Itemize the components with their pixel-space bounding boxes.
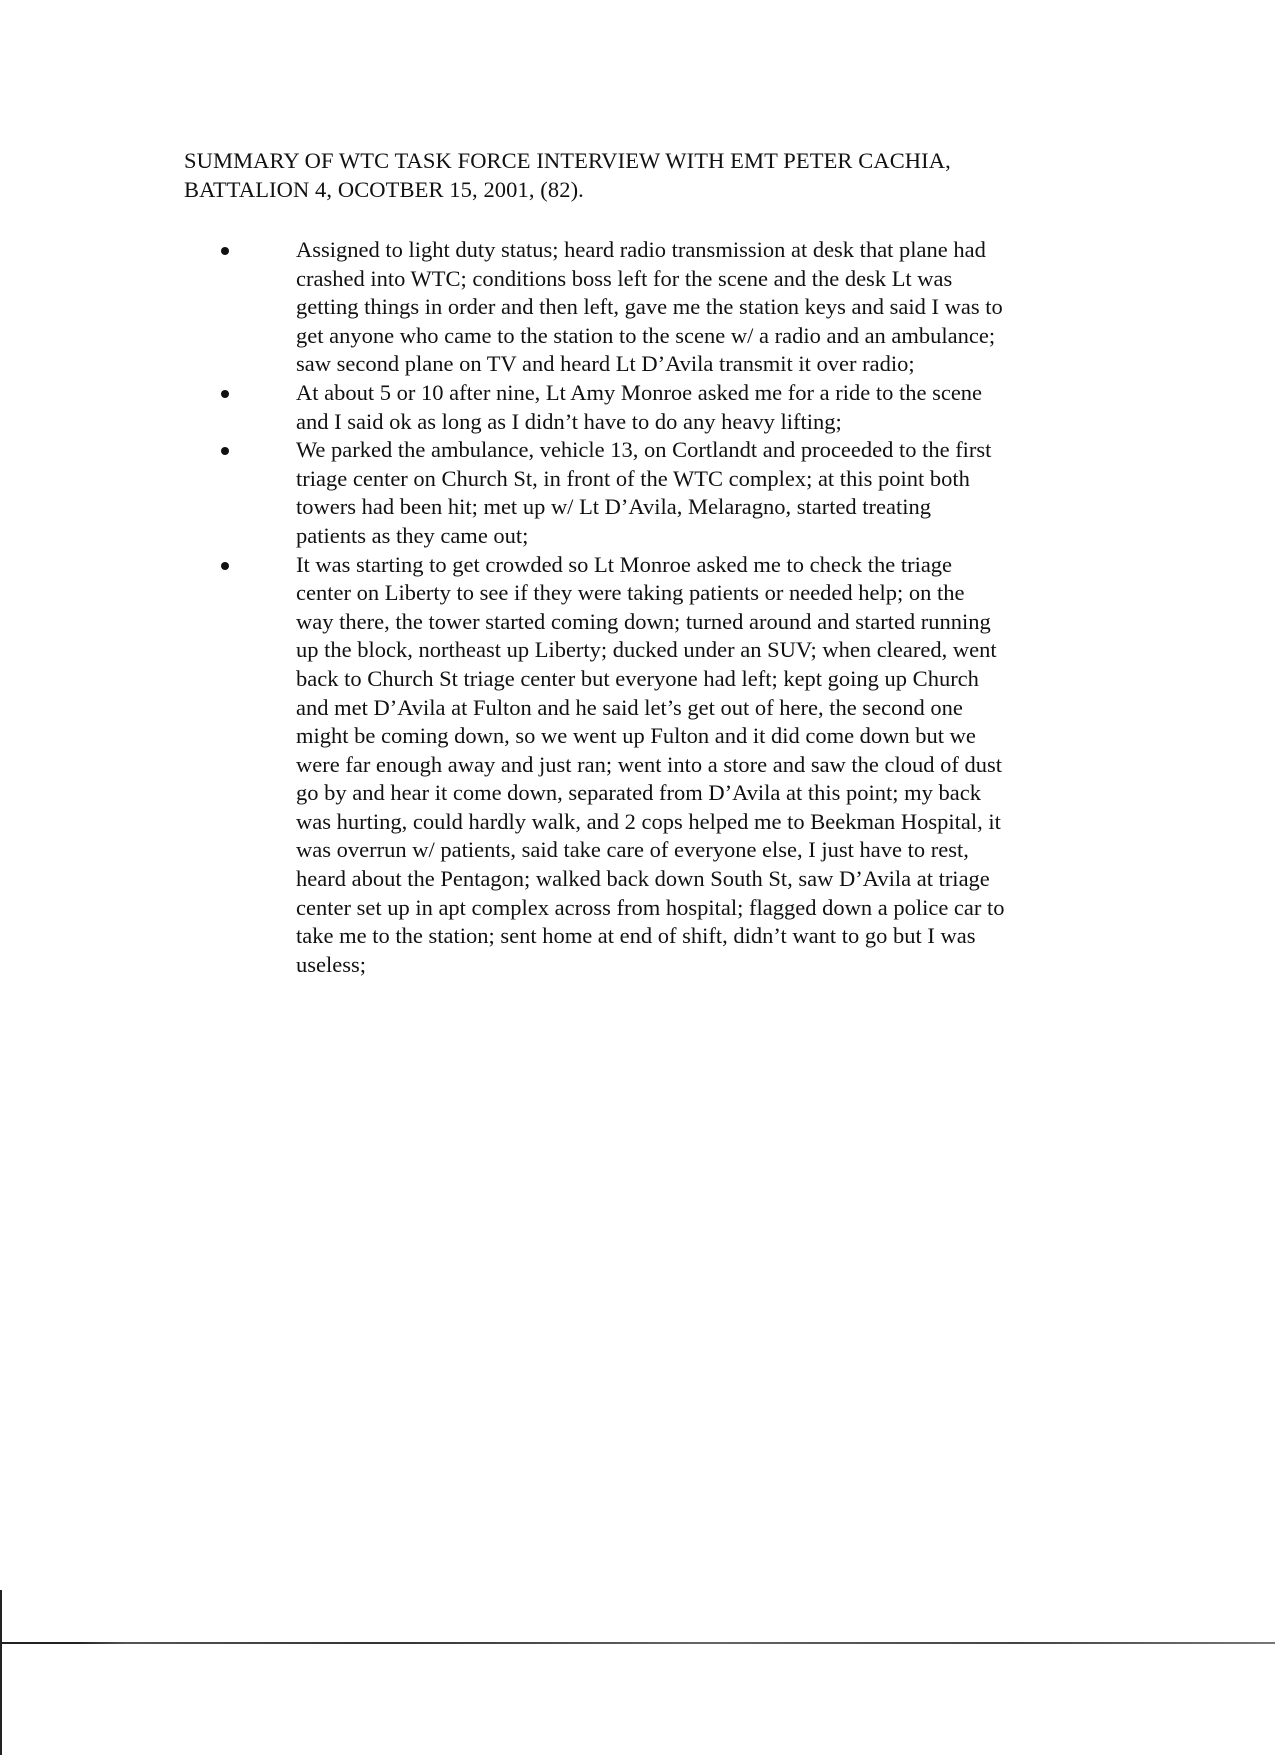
- bullet-icon: [221, 562, 229, 570]
- bullet-text: We parked the ambulance, vehicle 13, on Cortlandt and proceeded to the first triage center on Church St, in front of the WTC complex; at this point both towers had been hit; met up w/ Lt D’Avila, Melaragno, started treating patients as they came out;: [296, 437, 992, 548]
- list-item: [0, 551, 1275, 980]
- list-item: [0, 436, 1275, 550]
- bullet-text: At about 5 or 10 after nine, Lt Amy Monroe asked me for a ride to the scene and I said ok as long as I didn’t have to do any heavy lifting;: [296, 379, 983, 434]
- list-item: [0, 236, 1275, 379]
- document-title: [184, 146, 1084, 204]
- title-line-1: SUMMARY OF WTC TASK FORCE INTERVIEW WITH EMT PETER CACHIA,: [184, 148, 951, 173]
- bullet-icon: [221, 390, 229, 398]
- scan-artifact-edge: [0, 1590, 2, 1755]
- scan-artifact-line: [0, 1642, 1275, 1644]
- title-line-2: BATTALION 4, OCOTBER 15, 2001, (82).: [184, 177, 584, 202]
- bullet-text: Assigned to light duty status; heard radio transmission at desk that plane had crashed into WTC; conditions boss left for the scene and the desk Lt was getting things in order and then left, gave me the station keys and said I was to get anyone who came to the station to the scene w/ a radio and an ambulance; saw second plane on TV and heard Lt D’Avila transmit it over radio;: [296, 237, 1003, 377]
- bullet-icon: [221, 447, 229, 455]
- bullet-text: It was starting to get crowded so Lt Monroe asked me to check the triage center on Liberty to see if they were taking patients or needed help; on the way there, the tower started coming down; turned around and started running up the block, northeast up Liberty; ducked under an SUV; when cleared, went back to Church St triage center but everyone had left; kept going up Church and met D’Avila at Fulton and he said let’s get out of here, the second one might be coming down, so we went up Fulton and it did come down but we were far enough away and just ran; went into a store and saw the cloud of dust go by and hear it come down, separated from D’Avila at this point; my back was hurting, could hardly walk, and 2 cops helped me to Beekman Hospital, it was overrun w/ patients, said take care of everyone else, I just have to rest, heard about the Pentagon; walked back down South St, saw D’Avila at triage center set up in apt complex across from hospital; flagged down a police car to take me to the station; sent home at end of shift, didn’t want to go but I was useless;: [296, 551, 1005, 977]
- list-item: [0, 379, 1275, 436]
- bullet-icon: [221, 247, 229, 255]
- bullet-list: [0, 236, 1275, 979]
